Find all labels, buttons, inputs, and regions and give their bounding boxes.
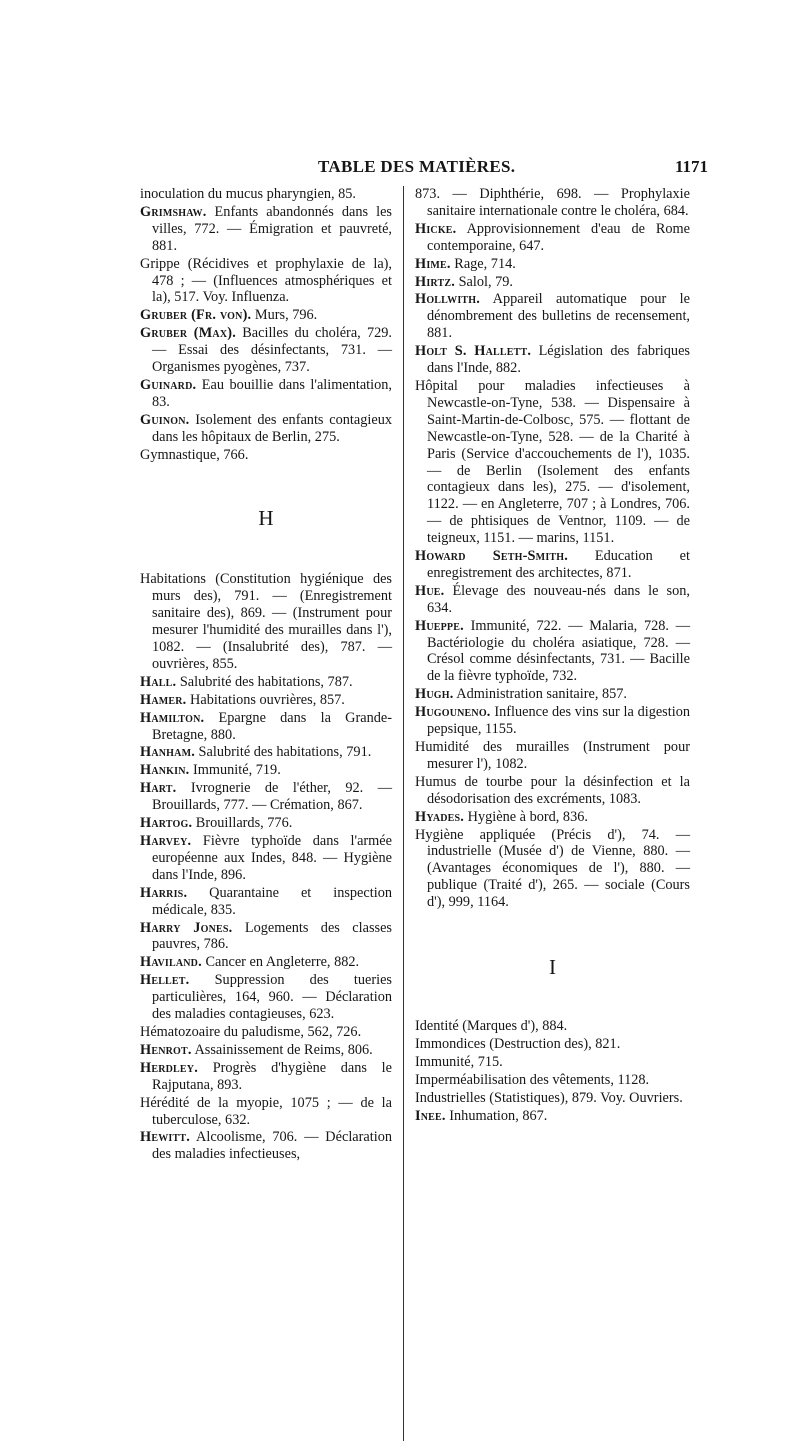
entry-author: Howard Seth-Smith. xyxy=(415,548,569,565)
entry-text: Logements des classes pauvres, 786. xyxy=(152,919,392,953)
entry-text: Influence des vins sur la digestion pepsique, 1155. xyxy=(427,704,690,738)
index-entry xyxy=(140,885,392,919)
index-entry xyxy=(415,1036,690,1053)
entry-text: Ivrognerie de l'éther, 92. — Brouillards, 777. — Crémation, 867. xyxy=(152,780,392,814)
entry-author: Hueppe. xyxy=(415,617,464,634)
entry-text: Identité (Marques d'), 884. xyxy=(415,1017,568,1034)
entry-text: Rage, 714. xyxy=(450,255,516,272)
index-entry xyxy=(140,1129,392,1163)
index-entry xyxy=(415,1054,690,1071)
entries-g xyxy=(140,186,392,464)
entry-text: Hôpital pour maladies infectieuses à Newcastle-on-Tyne, 538. — Dispensaire à Saint-Martin-de-Colbosc, 575. — flottant de Newcastle-on-Tyne, 528. — de la Charité à Paris (Service d'accouchements de l'), 1035. — de Berlin (Isolement des enfants contagieux dans les), 275. — d'isolement, 1122. — en Angleterre, 707 ; à Londres, 706. — de phtisiques de Ventnor, 1109. — de teigneux, 1151. — marins, 1151. xyxy=(415,377,690,547)
index-entry xyxy=(415,256,690,273)
entry-text: Salubrité des habitations, 791. xyxy=(194,744,372,761)
index-entry xyxy=(140,920,392,954)
index-entry xyxy=(140,571,392,672)
entry-text: Epargne dans la Grande-Bretagne, 880. xyxy=(152,709,392,743)
entry-author: Hollwith. xyxy=(415,291,481,308)
index-entry xyxy=(415,1018,690,1035)
entry-author: Hellet. xyxy=(140,972,190,989)
entry-author: Hirtz. xyxy=(415,273,455,290)
entries-i xyxy=(415,1018,690,1124)
entry-text: Alcoolisme, 706. — Déclaration des maladies infectieuses, xyxy=(152,1129,392,1163)
index-entry xyxy=(415,686,690,703)
entry-text: Immunité, 722. — Malaria, 728. — Bactériologie du choléra asiatique, 728. — Crésol comme désinfectants, 731. — Bacille de la fièvre typhoïde, 732. xyxy=(427,617,690,685)
entry-author: Harris. xyxy=(140,884,188,901)
entry-text: Fièvre typhoïde dans l'armée européenne aux Indes, 848. — Hygiène dans l'Inde, 896. xyxy=(152,833,392,883)
entry-author: Guinard. xyxy=(140,376,197,393)
index-entry xyxy=(140,972,392,1023)
entry-author: Hankin. xyxy=(140,762,190,779)
entry-author: Guinon. xyxy=(140,411,190,428)
entry-text: Eau bouillie dans l'alimentation, 83. xyxy=(152,376,392,410)
index-entry xyxy=(415,186,690,220)
index-entry xyxy=(140,692,392,709)
entry-author: Gruber (Max). xyxy=(140,325,237,342)
index-entry xyxy=(140,674,392,691)
entry-author: Holt S. Hallett. xyxy=(415,343,532,360)
entry-author: Hugh. xyxy=(415,686,454,703)
entry-text: Hématozoaire du paludisme, 562, 726. xyxy=(140,1023,362,1040)
index-entry xyxy=(140,1060,392,1094)
entry-author: Hugouneno. xyxy=(415,704,491,721)
entry-text: Inhumation, 867. xyxy=(445,1107,548,1124)
entry-text: Brouillards, 776. xyxy=(192,815,293,832)
entry-author: Haviland. xyxy=(140,954,202,971)
entry-text: Habitations ouvrières, 857. xyxy=(186,691,345,708)
entry-text: Salol, 79. xyxy=(455,273,513,290)
index-entry xyxy=(140,1095,392,1129)
index-entry xyxy=(415,343,690,377)
index-entry xyxy=(140,833,392,884)
entry-text: Murs, 796. xyxy=(251,307,318,324)
entry-text: Immondices (Destruction des), 821. xyxy=(415,1035,621,1052)
entry-text: Approvisionnement d'eau de Rome contemporaine, 647. xyxy=(427,220,690,254)
index-entry xyxy=(415,618,690,686)
index-entry xyxy=(140,256,392,307)
index-entry xyxy=(140,1024,392,1041)
index-entry xyxy=(415,548,690,582)
entry-text: Humidité des murailles (Instrument pour mesurer l'), 1082. xyxy=(415,739,690,772)
entry-author: Hamilton. xyxy=(140,709,205,726)
running-title: TABLE DES MATIÈRES. xyxy=(318,157,516,176)
index-entry xyxy=(140,186,392,203)
entry-author: Grimshaw. xyxy=(140,203,207,220)
entry-author: Herdley. xyxy=(140,1059,198,1076)
index-entry xyxy=(140,325,392,376)
index-entry xyxy=(415,1108,690,1125)
entries-h xyxy=(140,571,392,1163)
entry-text: Enfants abandonnés dans les villes, 772. — Émigration et pauvreté, 881. xyxy=(152,203,392,254)
entry-text: 873. — Diphthérie, 698. — Prophylaxie sanitaire internationale contre le choléra, 684. xyxy=(415,186,690,219)
entry-text: Appareil automatique pour le dénombrement des bulletins de recensement, 881. xyxy=(427,291,690,342)
entry-text: Humus de tourbe pour la désinfection et la désodorisation des excréments, 1083. xyxy=(415,773,690,807)
entry-author: Hewitt. xyxy=(140,1129,190,1146)
entry-author: Hue. xyxy=(415,582,445,599)
entry-author: Hyades. xyxy=(415,808,465,825)
entry-author: Henrot. xyxy=(140,1041,192,1058)
index-entry xyxy=(415,583,690,617)
entry-author: Hime. xyxy=(415,255,451,272)
entry-text: Salubrité des habitations, 787. xyxy=(176,673,353,690)
entry-author: Harry Jones. xyxy=(140,919,233,936)
section-heading-i: I xyxy=(549,955,556,980)
entry-text: Immunité, 719. xyxy=(189,762,281,779)
index-entry xyxy=(140,815,392,832)
entry-author: Gruber (Fr. von). xyxy=(140,307,252,324)
index-entry xyxy=(140,762,392,779)
section-heading-h: H xyxy=(258,505,274,530)
entry-text: Législation des fabriques dans l'Inde, 882. xyxy=(427,343,690,377)
index-entry xyxy=(415,221,690,255)
entry-text: Quarantaine et inspection médicale, 835. xyxy=(152,884,392,918)
entry-text: Bacilles du choléra, 729. — Essai des désinfectants, 731. — Organismes pyogènes, 737. xyxy=(152,325,392,376)
index-entry xyxy=(415,1072,690,1089)
entry-text: Imperméabilisation des vêtements, 1128. xyxy=(415,1071,650,1088)
index-entry xyxy=(140,744,392,761)
column-divider xyxy=(403,186,404,1441)
entry-text: Isolement des enfants contagieux dans les hôpitaux de Berlin, 275. xyxy=(152,411,392,445)
entry-author: Hartog. xyxy=(140,815,193,832)
entry-author: Harvey. xyxy=(140,833,192,849)
index-entry xyxy=(140,377,392,411)
entry-author: Hart. xyxy=(140,780,177,797)
entry-author: Hall. xyxy=(140,673,177,690)
entry-author: Inee. xyxy=(415,1107,446,1124)
entry-author: Hicke. xyxy=(415,220,457,237)
entry-text: Hygiène appliquée (Précis d'), 74. — industrielle (Musée d') de Vienne, 880. — (Avantages économiques de l'), 880. — publique (Traité d'), 265. — sociale (Cours d'), 999, 1164. xyxy=(415,826,690,911)
entry-text: Progrès d'hygiène dans le Rajputana, 893. xyxy=(152,1059,392,1093)
entry-text: Administration sanitaire, 857. xyxy=(453,686,628,703)
index-entry xyxy=(415,827,690,912)
index-entry xyxy=(415,809,690,826)
index-entry xyxy=(140,307,392,324)
entry-text: Habitations (Constitution hygiénique des murs des), 791. — (Enregistrement sanitaire des), 869. — (Instrument pour mesurer l'humidité des murailles dans l'), 1082. — (Insalubrité des), 787. — ouvrières, 855. xyxy=(140,571,392,672)
entry-text: Assainissement de Reims, 806. xyxy=(191,1041,373,1058)
index-entry xyxy=(415,274,690,291)
page-header xyxy=(318,157,708,183)
entry-text: Suppression des tueries particulières, 164, 960. — Déclaration des maladies contagieuses, 623. xyxy=(152,972,392,1023)
index-entry xyxy=(415,1090,690,1107)
entry-text: Hérédité de la myopie, 1075 ; — de la tuberculose, 632. xyxy=(140,1094,392,1128)
index-entry xyxy=(140,204,392,255)
entry-author: Hamer. xyxy=(140,691,187,708)
index-entry xyxy=(415,739,690,773)
index-entry xyxy=(140,1042,392,1059)
entries-h-continued xyxy=(415,186,690,911)
entry-text: Grippe (Récidives et prophylaxie de la), 478 ; — (Influences atmosphériques et la), 517. Voy. Influenza. xyxy=(140,255,392,306)
page-number: 1171 xyxy=(674,157,708,176)
left-column xyxy=(140,186,392,1164)
entry-text: Immunité, 715. xyxy=(415,1053,503,1070)
entry-text: Élevage des nouveau-nés dans le son, 634. xyxy=(427,582,690,616)
index-entry xyxy=(140,954,392,971)
right-column xyxy=(415,186,690,1125)
index-entry xyxy=(415,774,690,808)
index-entry xyxy=(140,412,392,446)
entry-text: Education et enregistrement des architectes, 871. xyxy=(427,548,690,581)
index-entry xyxy=(140,710,392,744)
entry-text: Cancer en Angleterre, 882. xyxy=(201,954,360,971)
index-entry xyxy=(415,291,690,342)
index-entry xyxy=(415,378,690,547)
entry-text: Hygiène à bord, 836. xyxy=(464,808,588,825)
entry-text: Industrielles (Statistiques), 879. Voy. Ouvriers. xyxy=(415,1089,683,1106)
entry-text: Gymnastique, 766. xyxy=(140,446,249,463)
entry-author: Hanham. xyxy=(140,744,195,761)
index-entry xyxy=(415,704,690,738)
index-entry xyxy=(140,447,392,464)
index-entry xyxy=(140,780,392,814)
entry-text: inoculation du mucus pharyngien, 85. xyxy=(140,186,357,202)
